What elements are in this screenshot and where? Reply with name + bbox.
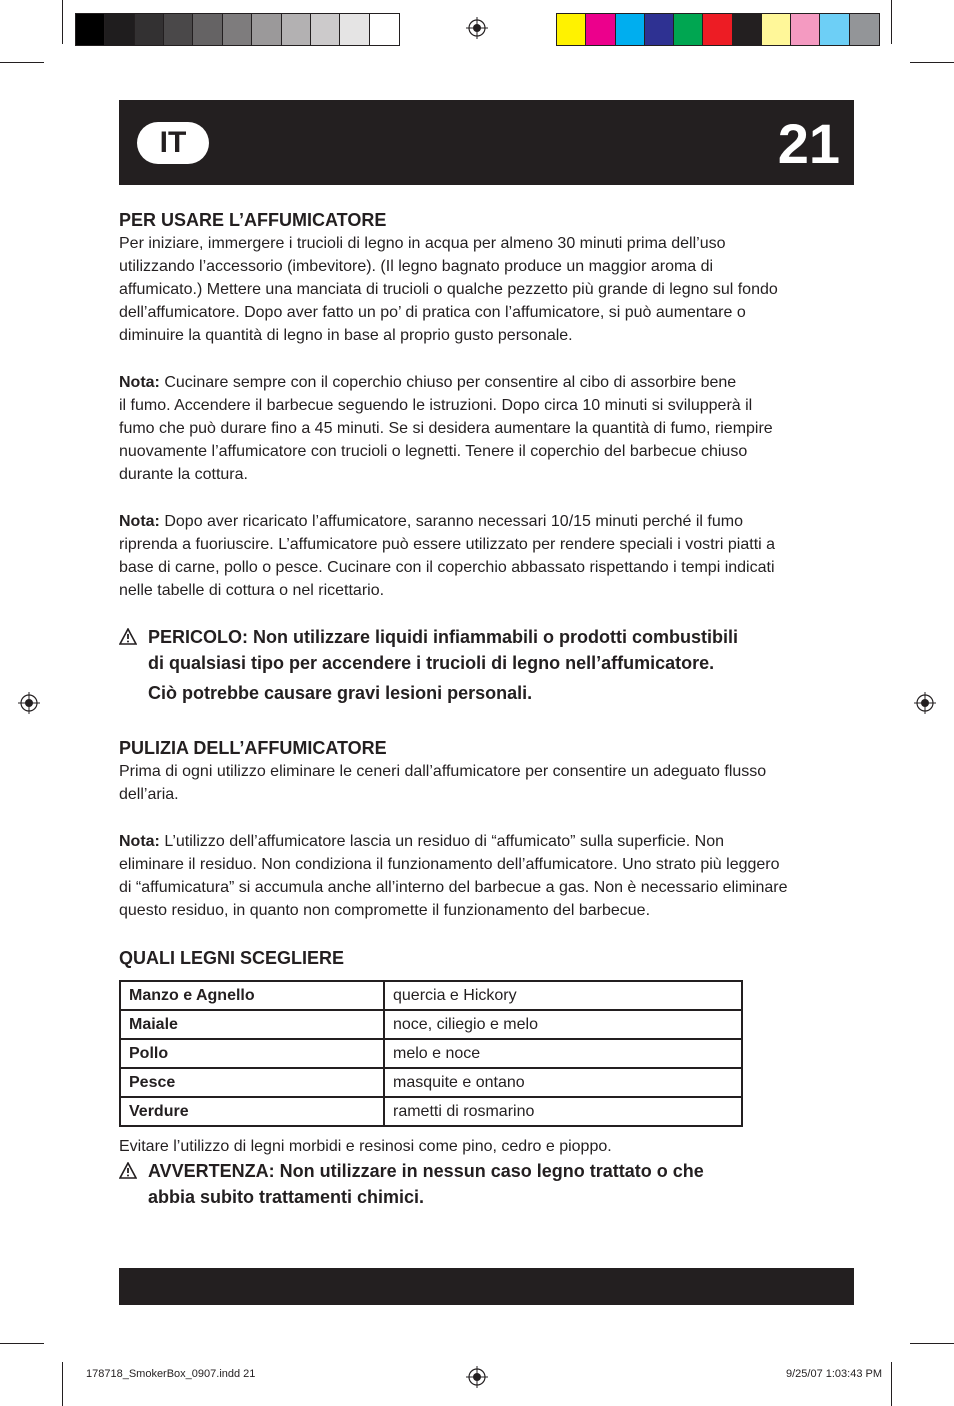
table-cell-wood: noce, ciliegio e melo [384,1010,742,1039]
color-swatch [193,14,222,45]
slug-filename: 178718_SmokerBox_0907.indd 21 [86,1368,256,1380]
color-swatch [340,14,369,45]
color-swatch [850,14,879,45]
crop-mark [62,1362,63,1406]
wood-table [119,980,743,1127]
section-title: PULIZIA DELL’AFFUMICATORE [119,738,387,758]
color-swatch [586,14,615,45]
page-content [119,208,855,1210]
paragraph: Prima di ogni utilizzo eliminare le ceneri dall’affumicatore per consentire un adeguato flusso dell’aria. [119,763,767,803]
table-cell-wood: melo e noce [384,1039,742,1068]
table-cell-meat: Verdure [120,1097,384,1126]
slug-timestamp: 9/25/07 1:03:43 PM [785,1368,882,1380]
footer-band [119,1268,854,1305]
table-row [120,1097,742,1126]
color-swatch [762,14,791,45]
table-row [120,1039,742,1068]
table-cell-wood: masquite e ontano [384,1068,742,1097]
color-swatch [674,14,703,45]
color-swatch [791,14,820,45]
note-label: Nota: [119,833,160,850]
registration-mark-icon [466,17,488,39]
table-cell-wood: rametti di rosmarino [384,1097,742,1126]
note-label: Nota: [119,374,160,391]
color-swatch [135,14,164,45]
color-swatch [370,14,399,45]
table-row [120,1068,742,1097]
color-swatch [616,14,645,45]
note-paragraph: Nota: Cucinare sempre con il coperchio chiuso per consentire al cibo di assorbire bene il fumo. Accendere il barbecue seguendo le istruzioni. Dopo circa 10 minuti si svilupperà il fumo che può durare fino a 45 minuti. Se si desidera aumentare la quantità di fumo, riempire nuovamente l’affumicatore con trucioli o legnetti. Tenere il coperchio del barbecue chiuso durante la cottura. [119,374,773,483]
table-cell-meat: Pesce [120,1068,384,1097]
header-band [119,100,854,185]
page-number: 21 [777,112,840,175]
color-swatch [164,14,193,45]
color-swatch [311,14,340,45]
crop-mark [891,1362,892,1406]
avoid-text: Evitare l’utilizzo di legni morbidi e resinosi come pino, cedro e pioppo. [119,1138,612,1155]
caution-warning: AVVERTENZA: Non utilizzare in nessun caso legno trattato o che abbia subito trattamenti chimici. [119,1158,855,1210]
color-swatch [252,14,281,45]
registration-mark-icon [914,692,936,714]
table-cell-meat: Maiale [120,1010,384,1039]
registration-mark-icon [18,692,40,714]
gray-color-bar [75,13,400,46]
table-row [120,1010,742,1039]
crop-mark [910,1343,954,1344]
table-cell-wood: quercia e Hickory [384,981,742,1010]
section-title: PER USARE L’AFFUMICATORE [119,210,387,230]
color-swatch [645,14,674,45]
warning-triangle-icon [119,1162,137,1179]
paragraph: Per iniziare, immergere i trucioli di legno in acqua per almeno 30 minuti prima dell’uso utilizzando l’accessorio (imbevitore). (Il legno bagnato produce un maggior aroma di affumicato.) Mettere una manciata di trucioli o qualche pezzetto più grande di legno sul fondo dell’affumicatore. Dopo aver fatto un po’ di pratica con l’affumicatore, si può aumentare o diminuire la quantità di legno in base al proprio gusto personale. [119,235,778,344]
color-swatch [76,14,105,45]
section-title: QUALI LEGNI SCEGLIERE [119,948,345,968]
crop-mark [0,1343,44,1344]
color-swatch [820,14,849,45]
crop-mark [0,62,44,63]
crop-mark [62,0,63,44]
crop-mark [910,62,954,63]
warning-triangle-icon [119,628,137,645]
table-cell-meat: Manzo e Agnello [120,981,384,1010]
color-swatch [703,14,732,45]
note-paragraph: Nota: L’utilizzo dell’affumicatore lascia un residuo di “affumicato” sulla superficie. Non eliminare il residuo. Non condiziona il funzionamento dell’affumicatore. Uno strato più leggero di “affumicatura” si accumula anche all’interno del barbecue a gas. Non è necessario eliminare questo residuo, in quanto non compromette il funzionamento del barbecue. [119,833,788,919]
color-swatch [733,14,762,45]
table-row [120,981,742,1010]
danger-warning: PERICOLO: Non utilizzare liquidi infiammabili o prodotti combustibili di qualsiasi tipo per accendere i trucioli di legno nell’affumicatore. Ciò potrebbe causare gravi lesioni personali. [119,624,855,706]
color-swatch [557,14,586,45]
language-badge: IT [137,122,209,164]
crop-mark [891,0,892,44]
note-paragraph: Nota: Dopo aver ricaricato l’affumicatore, saranno necessari 10/15 minuti perché il fumo riprenda a fuoriuscire. L’affumicatore può essere utilizzato per rendere speciali i vostri piatti a base di carne, pollo o pesce. Cucinare con il coperchio abbassato rispettando i tempi indicati nelle tabelle di cottura o nel ricettario. [119,513,776,599]
table-cell-meat: Pollo [120,1039,384,1068]
registration-mark-icon [466,1366,488,1388]
color-swatch [105,14,134,45]
note-label: Nota: [119,513,160,530]
color-swatch [282,14,311,45]
process-color-bar [556,13,880,46]
color-swatch [223,14,252,45]
